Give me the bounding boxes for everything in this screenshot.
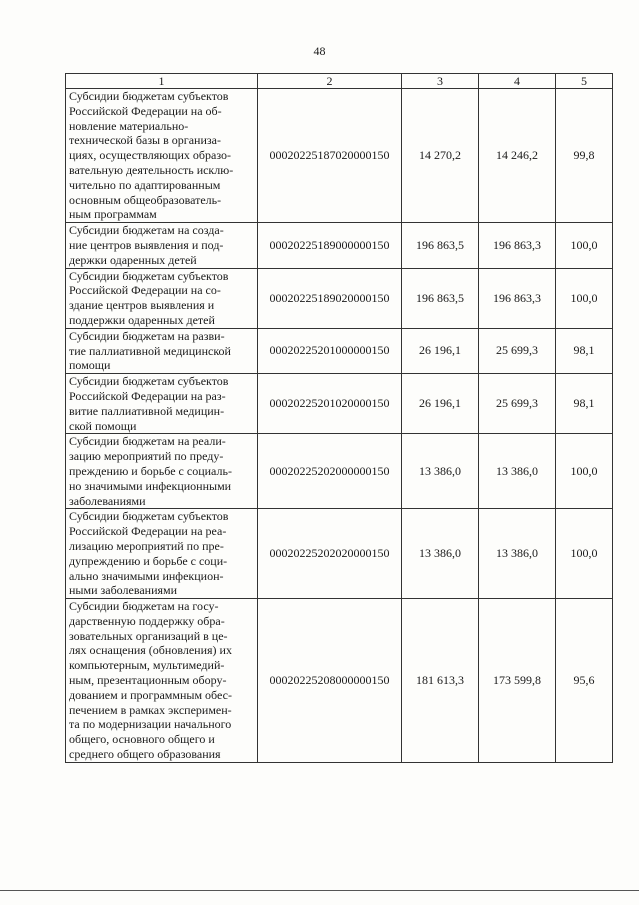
row-description	[66, 89, 258, 223]
description-line: Российской Федерации на раз-	[69, 388, 226, 403]
row-value-actual: 13 386,0	[479, 434, 556, 509]
row-percent: 100,0	[556, 434, 613, 509]
row-percent: 98,1	[556, 328, 613, 373]
row-code: 00020225189000000150	[258, 223, 402, 268]
column-header: 5	[556, 74, 613, 89]
description-line: дованием и программным обес-	[69, 687, 232, 702]
description-line: среднего общего образования	[69, 747, 221, 762]
column-header: 1	[66, 74, 258, 89]
description-line: чительно по адаптированным	[69, 177, 221, 192]
row-description	[66, 328, 258, 373]
row-code: 00020225202000000150	[258, 434, 402, 509]
description-line: вательную деятельность исклю-	[69, 162, 234, 177]
description-line: заболеваниями	[69, 493, 146, 508]
row-percent: 100,0	[556, 223, 613, 268]
row-value-actual: 25 699,3	[479, 374, 556, 434]
budget-table	[65, 73, 613, 763]
description-line: Субсидии бюджетам на госу-	[69, 599, 219, 614]
row-value-plan: 13 386,0	[402, 434, 479, 509]
description-line: зовательных организаций в це-	[69, 628, 228, 643]
row-value-plan: 181 613,3	[402, 599, 479, 763]
description-line: та по модернизации начального	[69, 717, 232, 732]
row-value-actual: 196 863,3	[479, 223, 556, 268]
column-header: 3	[402, 74, 479, 89]
description-line: Субсидии бюджетам субъектов	[69, 374, 229, 389]
row-percent: 95,6	[556, 599, 613, 763]
description-line: лизацию мероприятий по пре-	[69, 538, 224, 553]
description-line: печением в рамках эксперимен-	[69, 702, 232, 717]
description-line: технической базы в организа-	[69, 133, 221, 148]
bottom-rule	[0, 890, 639, 891]
row-code: 00020225202020000150	[258, 509, 402, 599]
row-description	[66, 599, 258, 763]
row-value-plan: 13 386,0	[402, 509, 479, 599]
description-line: общего, основного общего и	[69, 732, 215, 747]
description-line: ние центров выявления и под-	[69, 237, 224, 252]
row-value-plan: 26 196,1	[402, 374, 479, 434]
table-row	[66, 509, 613, 599]
column-header: 4	[479, 74, 556, 89]
description-line: новление материально-	[69, 118, 189, 133]
row-value-actual: 14 246,2	[479, 89, 556, 223]
table-row	[66, 268, 613, 328]
table-row	[66, 599, 613, 763]
description-line: тие паллиативной медицинской	[69, 343, 231, 358]
description-line: дупреждению и борьбе с соци-	[69, 553, 228, 568]
description-line: Субсидии бюджетам субъектов	[69, 89, 229, 103]
column-header: 2	[258, 74, 402, 89]
description-line: Субсидии бюджетам субъектов	[69, 509, 229, 524]
description-line: поддержки одаренных детей	[69, 312, 215, 327]
description-line: лях оснащения (обновления) их	[69, 643, 232, 658]
row-code: 00020225208000000150	[258, 599, 402, 763]
row-value-actual: 25 699,3	[479, 328, 556, 373]
table-header-row	[66, 74, 613, 89]
description-line: преждению и борьбе с социаль-	[69, 463, 232, 478]
row-description	[66, 374, 258, 434]
description-line: помощи	[69, 358, 111, 373]
table-body	[66, 89, 613, 763]
row-description	[66, 434, 258, 509]
row-code: 00020225189020000150	[258, 268, 402, 328]
description-line: дарственную поддержку обра-	[69, 613, 225, 628]
row-percent: 100,0	[556, 268, 613, 328]
description-line: Российской Федерации на реа-	[69, 524, 227, 539]
row-description	[66, 223, 258, 268]
row-percent: 100,0	[556, 509, 613, 599]
row-value-plan: 26 196,1	[402, 328, 479, 373]
description-line: ным, презентационным обору-	[69, 673, 227, 688]
description-line: ально значимыми инфекцион-	[69, 568, 224, 583]
description-line: держки одаренных детей	[69, 252, 197, 267]
table-row	[66, 434, 613, 509]
description-line: ным программам	[69, 207, 157, 222]
description-line: компьютерным, мультимедий-	[69, 658, 225, 673]
description-line: ской помощи	[69, 418, 137, 433]
description-line: витие паллиативной медицин-	[69, 403, 225, 418]
page-number: 48	[313, 44, 326, 58]
description-line: Субсидии бюджетам на разви-	[69, 328, 225, 343]
description-line: основным общеобразователь-	[69, 192, 222, 207]
description-line: здание центров выявления и	[69, 298, 215, 313]
row-code: 00020225187020000150	[258, 89, 402, 223]
table-row	[66, 328, 613, 373]
row-description	[66, 509, 258, 599]
table-row	[66, 374, 613, 434]
row-value-plan: 196 863,5	[402, 268, 479, 328]
description-line: но значимыми инфекционными	[69, 478, 232, 493]
row-value-actual: 173 599,8	[479, 599, 556, 763]
description-line: Субсидии бюджетам субъектов	[69, 268, 229, 283]
row-value-plan: 196 863,5	[402, 223, 479, 268]
description-line: Российской Федерации на со-	[69, 283, 221, 298]
row-code: 00020225201020000150	[258, 374, 402, 434]
description-line: ными заболеваниями	[69, 583, 178, 598]
description-line: Российской Федерации на об-	[69, 103, 222, 118]
row-value-actual: 13 386,0	[479, 509, 556, 599]
description-line: Субсидии бюджетам на реали-	[69, 434, 226, 449]
row-percent: 98,1	[556, 374, 613, 434]
row-percent: 99,8	[556, 89, 613, 223]
row-description	[66, 268, 258, 328]
table-row	[66, 89, 613, 223]
row-code: 00020225201000000150	[258, 328, 402, 373]
description-line: циях, осуществляющих образо-	[69, 148, 232, 163]
row-value-plan: 14 270,2	[402, 89, 479, 223]
description-line: Субсидии бюджетам на созда-	[69, 223, 224, 238]
table-row	[66, 223, 613, 268]
row-value-actual: 196 863,3	[479, 268, 556, 328]
description-line: зацию мероприятий по преду-	[69, 449, 224, 464]
